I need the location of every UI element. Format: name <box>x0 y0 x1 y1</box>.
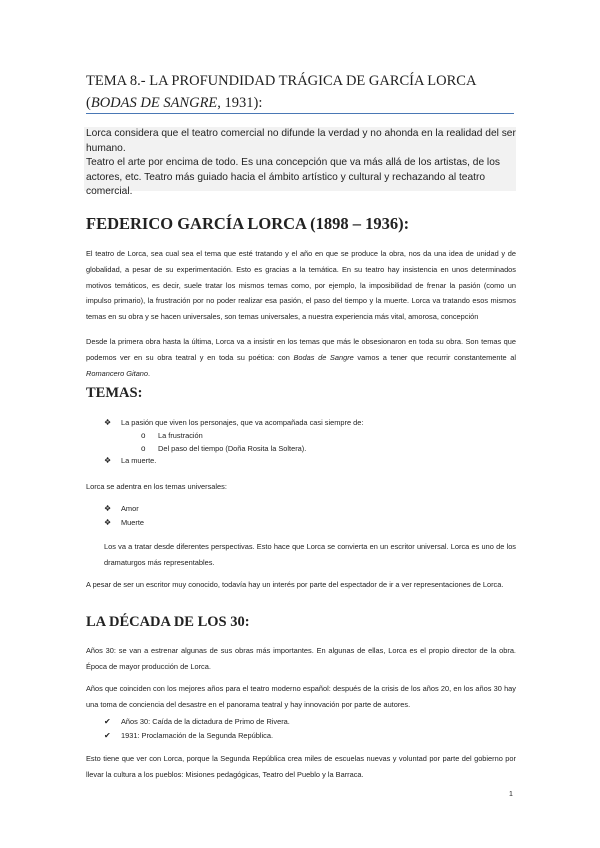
checklist-item: ✔ Años 30: Caída de la dictadura de Primo de Rivera. <box>104 717 290 726</box>
document-title: TEMA 8.- LA PROFUNDIDAD TRÁGICA DE GARCÍA LORCA (BODAS DE SANGRE, 1931): <box>86 73 476 111</box>
checklist-item: ✔ 1931: Proclamación de la Segunda República. <box>104 731 274 740</box>
diamond-bullet-icon: ❖ <box>104 456 112 465</box>
paragraph-perspectives: Los va a tratar desde diferentes perspectivas. Esto hace que Lorca se convierta en un escritor universal. Lorca es uno de los dramaturgos más representables. <box>104 542 516 567</box>
checkmark-icon: ✔ <box>104 731 111 740</box>
section-heading-lorca: FEDERICO GARCÍA LORCA (1898 – 1936): <box>86 214 410 233</box>
section-heading-decada: LA DÉCADA DE LOS 30: <box>86 614 250 630</box>
title-underline <box>86 113 514 114</box>
sub-list-item: o Del paso del tiempo (Doña Rosita la Soltera). <box>141 444 307 453</box>
paragraph-republica: Esto tiene que ver con Lorca, porque la Segunda República crea miles de escuelas nuevas y voluntad por parte del gobierno por llevar la cultura a los pueblos: Misiones pedagógicas, Teatro del Pueblo y la Barraca. <box>86 754 516 779</box>
circle-bullet-icon: o <box>141 444 146 453</box>
intro-box <box>84 127 516 197</box>
paragraph-unity: El teatro de Lorca, sea cual sea el tema que esté tratando y el año en que se produce la obra, nos da una idea de unidad y de globalidad, a pesar de su experimentación. Esto es gracias a la temática. En su teatro hay insistencia en unos determinados motivos temáticos, es decir, suele tratar los mismos temas como, por ejemplo, la imposibilidad de frenar la pasión (como un impulso primario), la frustración por no poder realizar esa pasión, el paso del tiempo y la muerte. Lorca va tratando esos mismos temas en su obra y se hacen universales, son temas universales, a nuestra experiencia más vital, amorosa, concepción <box>86 249 516 322</box>
paragraph-universal-intro: Lorca se adentra en los temas universales: <box>86 482 227 491</box>
diamond-bullet-icon: ❖ <box>104 504 112 513</box>
paragraph-anios-30: Años 30: se van a estrenar algunas de sus obras más importantes. En algunas de ellas, Lorca es el propio director de la obra. Época de mayor producción de Lorca. <box>86 646 516 671</box>
paragraph-obsessions: Desde la primera obra hasta la última, Lorca va a insistir en los temas que más le obsesionaron en toda su obra. Son temas que podemos ver en su obra teatral y en toda su poética: con Bodas de Sangre vamos a tener que recurrir constantemente al Romancero Gitano. <box>86 337 516 378</box>
checkmark-icon: ✔ <box>104 717 111 726</box>
circle-bullet-icon: o <box>141 431 146 440</box>
diamond-bullet-icon: ❖ <box>104 418 112 427</box>
intro-line-2: Teatro el arte por encima de todo. Es una concepción que va más allá de los artistas, de los actores, etc. Teatro más guiado hacia el ámbito artístico y cultural y rechazando al teatro comercial. <box>86 157 500 197</box>
page-number: 1 <box>509 791 513 798</box>
list-item: ❖ La muerte. <box>104 456 157 465</box>
intro-line-1: Lorca considera que el teatro comercial no difunde la verdad y no ahonda en la realidad del ser humano. <box>86 128 516 154</box>
paragraph-interest: A pesar de ser un escritor muy conocido, todavía hay un interés por parte del espectador de ir a ver representaciones de Lorca. <box>86 580 504 589</box>
paragraph-teatro-moderno: Años que coinciden con los mejores años para el teatro moderno español: después de la crisis de los años 20, en los años 30 hay una toma de conciencia del desastre en el panorama teatral y hay innovación por parte de autores. <box>86 684 516 709</box>
section-heading-temas: TEMAS: <box>86 385 143 401</box>
list-item: ❖ Amor <box>104 504 139 513</box>
diamond-bullet-icon: ❖ <box>104 518 112 527</box>
list-item: ❖ Muerte <box>104 518 145 527</box>
sub-list-item: o La frustración <box>141 431 203 440</box>
list-item: ❖ La pasión que viven los personajes, que va acompañada casi siempre de: <box>104 418 364 427</box>
